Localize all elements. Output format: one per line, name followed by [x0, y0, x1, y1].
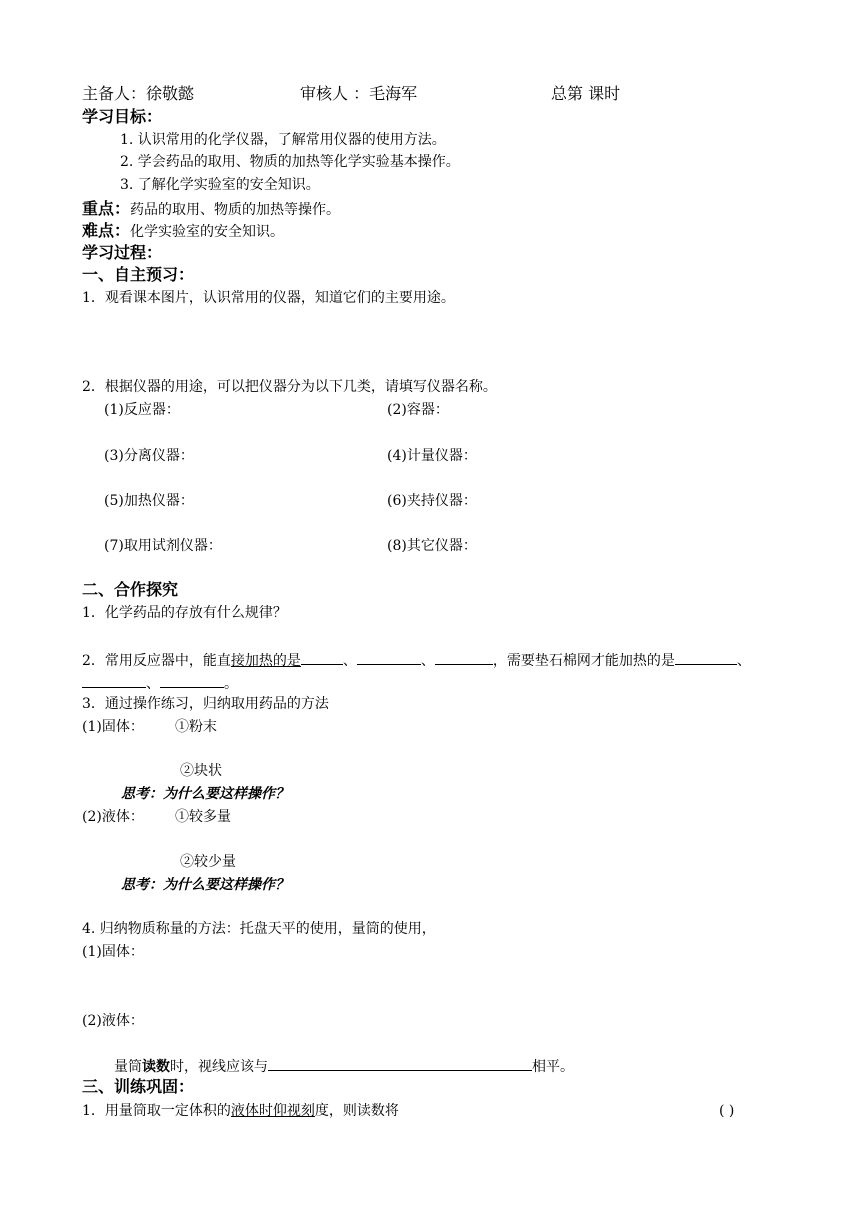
text: ，需要垫石棉网才能加热的是 — [492, 653, 675, 669]
more-label: ①较多量 — [175, 809, 231, 825]
separator: 、 — [736, 653, 751, 669]
answer-blank[interactable] — [160, 673, 224, 688]
text: 相平。 — [532, 1059, 574, 1075]
question: 4. 归纳物质称量的方法：托盘天平的使用，量筒的使用， — [82, 921, 436, 937]
think-prompt: 思考：为什么要这样操作？ — [121, 877, 289, 893]
bold-text: 读数 — [142, 1059, 170, 1075]
less-label: ②较少量 — [180, 854, 236, 870]
category-label: (6)夹持仪器： — [387, 493, 477, 509]
category-label: (2)容器： — [387, 402, 449, 418]
solid-label: (1)固体： — [82, 719, 144, 735]
text: 时，视线应该与 — [170, 1059, 268, 1075]
solid-label: (1)固体： — [82, 944, 144, 960]
underlined-text: 液体时仰视刻 — [230, 1103, 315, 1119]
section3-heading: 三、训练巩固： — [82, 1077, 195, 1096]
text: 1．用量筒取一定体积的 — [82, 1103, 231, 1119]
separator: 、 — [342, 653, 357, 669]
answer-blank[interactable] — [675, 650, 737, 665]
separator: 、 — [146, 676, 160, 692]
answer-blank[interactable] — [357, 650, 421, 665]
lesson-number: 总第 课时 — [551, 84, 621, 103]
answer-blank[interactable] — [435, 650, 493, 665]
think-prompt: 思考：为什么要这样操作？ — [121, 786, 289, 802]
objective-item: 2. 学会药品的取用、物质的加热等化学实验基本操作。 — [120, 154, 460, 170]
question-fill-in — [82, 650, 751, 670]
text: 量筒 — [114, 1059, 142, 1075]
liquid-label: (2)液体： — [82, 1013, 144, 1029]
key-point-text: 药品的取用、物质的加热等操作。 — [130, 202, 341, 218]
difficulty-text: 化学实验室的安全知识。 — [130, 224, 285, 240]
objective-item: 1. 认识常用的化学仪器，了解常用仪器的使用方法。 — [120, 132, 446, 148]
answer-blank[interactable] — [301, 650, 343, 665]
underlined-text: 接加热的是 — [230, 653, 301, 669]
category-label: (5)加热仪器： — [104, 493, 194, 509]
category-label: (8)其它仪器： — [387, 538, 477, 554]
preparer: 主备人：徐敬懿 — [82, 84, 195, 103]
lump-label: ②块状 — [180, 763, 222, 779]
answer-blank[interactable] — [268, 1056, 532, 1071]
objectives-heading: 学习目标： — [82, 107, 163, 126]
category-label: (3)分离仪器： — [104, 448, 194, 464]
objective-item: 3. 了解化学实验室的安全知识。 — [120, 177, 320, 193]
question-fill-in-cont — [82, 673, 238, 693]
text: 度，则读数将 — [314, 1103, 399, 1119]
key-point — [82, 199, 340, 219]
category-label: (4)计量仪器： — [387, 448, 477, 464]
reading-sentence — [114, 1056, 574, 1076]
text: 2．常用反应器中，能直 — [82, 653, 231, 669]
category-label: (1)反应器： — [104, 402, 180, 418]
powder-label: ①粉末 — [175, 719, 217, 735]
section1-heading: 一、自主预习： — [82, 265, 195, 284]
question: 1．化学药品的存放有什么规律？ — [82, 605, 287, 621]
section2-heading: 二、合作探究 — [82, 580, 179, 599]
liquid-label: (2)液体： — [82, 809, 144, 825]
category-label: (7)取用试剂仪器： — [104, 538, 222, 554]
process-heading: 学习过程： — [82, 243, 163, 262]
separator: 、 — [420, 653, 435, 669]
difficulty-label: 难点： — [82, 221, 131, 240]
question — [82, 1102, 399, 1120]
key-point-label: 重点： — [82, 199, 131, 218]
question: 3．通过操作练习，归纳取用药品的方法 — [82, 696, 329, 712]
answer-blank[interactable] — [82, 673, 146, 688]
difficulty — [82, 221, 284, 241]
reviewer: 审核人 ：毛海军 — [300, 84, 418, 103]
answer-parentheses[interactable]: ( ) — [719, 1103, 735, 1119]
question: 2．根据仪器的用途，可以把仪器分为以下几类，请填写仪器名称。 — [82, 379, 497, 395]
question: 1．观看课本图片，认识常用的仪器，知道它们的主要用途。 — [82, 290, 455, 306]
period: 。 — [224, 676, 238, 692]
